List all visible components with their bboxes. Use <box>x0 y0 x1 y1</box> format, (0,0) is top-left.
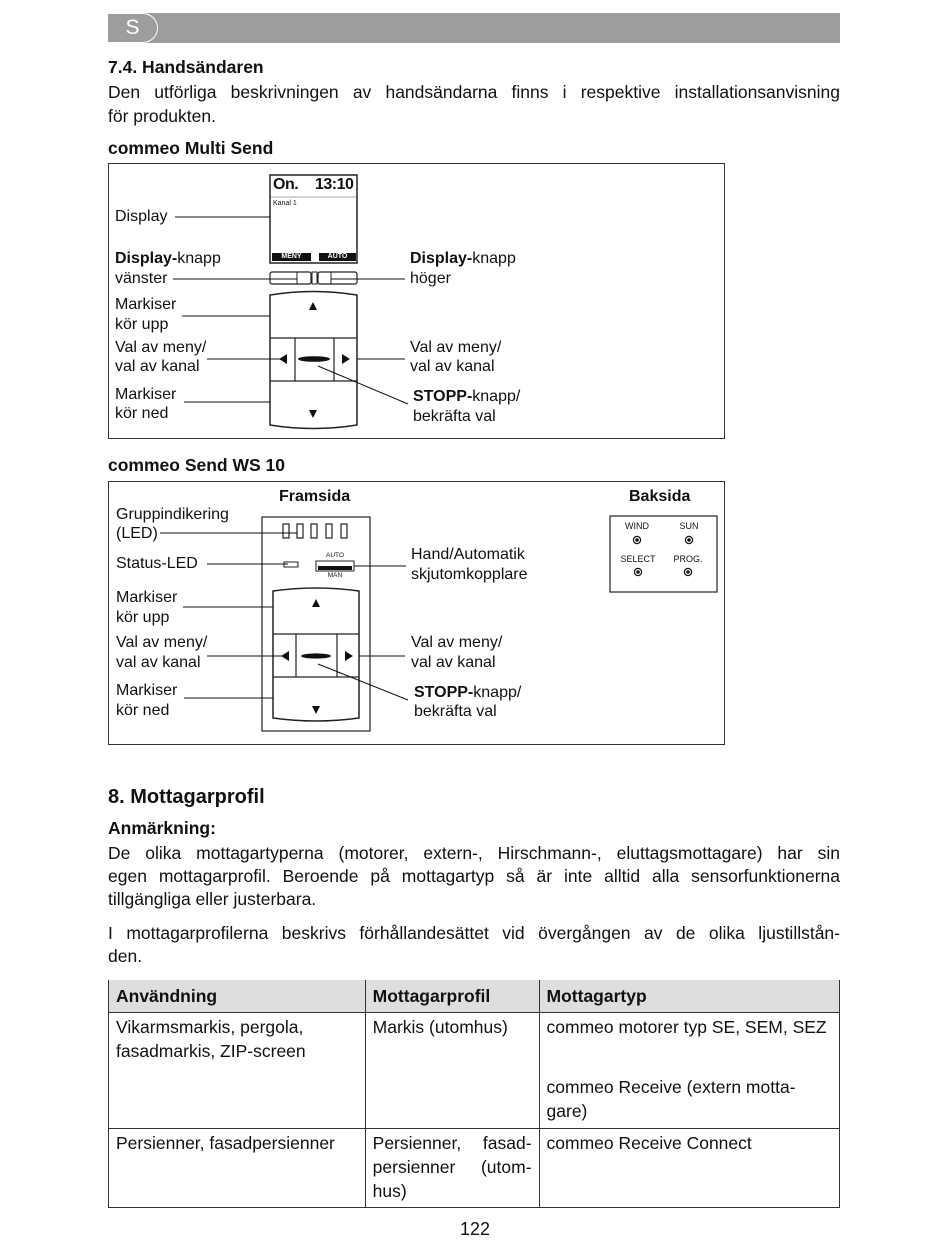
back-title: Baksida <box>629 488 691 505</box>
page-number: 122 <box>459 1219 491 1239</box>
softkey-left-label: MENY <box>281 253 302 260</box>
table-cell-type: commeo Receive (extern motta-gare) <box>539 1069 839 1129</box>
display-button-left <box>270 272 311 284</box>
note-line-2: egen mottagarprofil. Beroende på mottagartyp så är inte alltid alla sensorfunktionerna <box>108 866 840 886</box>
label-up-2: kör upp <box>115 316 169 333</box>
ws10-label-up-1: Markiser <box>116 589 178 606</box>
ws10-label-stop: STOPP-knapp/ <box>414 684 522 701</box>
stop-button-icon <box>298 356 330 362</box>
label-menu-left-1: Val av meny/ <box>115 339 207 356</box>
table-cell-profile: Persienner, fasad-persienner (utom-hus) <box>365 1129 539 1208</box>
back-wind-label: WIND <box>625 521 649 531</box>
back-sun-label: SUN <box>679 521 699 531</box>
label-stop-2: bekräfta val <box>413 408 496 425</box>
table-row <box>109 1013 840 1070</box>
label-down-1: Markiser <box>115 386 177 403</box>
softkey-right-label: AUTO <box>327 253 348 260</box>
label-down-2: kör ned <box>115 405 169 422</box>
ws10-label-stop-2: bekräfta val <box>414 703 497 720</box>
label-group-1: Gruppindikering <box>116 506 229 523</box>
note-heading: Anmärkning: <box>108 818 216 838</box>
front-title: Framsida <box>279 488 351 505</box>
label-menu-left-2: val av kanal <box>115 358 200 375</box>
table-cell-type: commeo motorer typ SE, SEM, SEZ <box>539 1013 839 1070</box>
back-select-label: SELECT <box>620 554 656 564</box>
para-line-1: I mottagarprofilerna beskrivs förhållandesättet vid övergången av de olika ljustillstån- <box>108 923 840 943</box>
label-display: Display <box>115 208 168 225</box>
table-row <box>109 1129 840 1208</box>
multisend-title: commeo Multi Send <box>108 138 274 158</box>
screen-channel: Kanal 1 <box>273 200 297 207</box>
label-stop: STOPP-knapp/ <box>413 388 521 405</box>
table-cell-use: Persienner, fasadpersienner <box>109 1129 366 1208</box>
ws10-label-menu-right-2: val av kanal <box>411 654 496 671</box>
table-header-cell: Mottagarprofil <box>365 980 539 1013</box>
switch-man-label: MAN <box>327 572 343 579</box>
switch-auto-label: AUTO <box>326 552 344 559</box>
table-header-row <box>109 980 840 1013</box>
section-heading-7-4: 7.4. Handsändaren <box>108 57 264 77</box>
ws10-label-menu-left-1: Val av meny/ <box>116 634 208 651</box>
table-header-cell: Användning <box>109 980 366 1013</box>
note-line-1: De olika mottagartyperna (motorer, extern-, Hirschmann-, eluttagsmottagare) har sin <box>108 843 840 863</box>
intro-line-1: Den utförliga beskrivningen av handsändarna finns i respektive installationsanvisning <box>108 82 840 102</box>
label-up-1: Markiser <box>115 296 177 313</box>
label-display-button-left: Display-knapp <box>115 250 221 267</box>
label-status-led: Status-LED <box>116 555 198 572</box>
display-button-middle <box>312 272 317 284</box>
label-hand-auto-2: skjutomkopplare <box>411 566 528 583</box>
label-display-button-right: Display-knapp <box>410 250 516 267</box>
language-tab: S <box>108 13 158 43</box>
section-heading-8: 8. Mottagarprofil <box>108 786 265 808</box>
table-header-cell: Mottagartyp <box>539 980 839 1013</box>
note-line-3: tillgängliga eller justerbara. <box>108 889 317 909</box>
back-prog-label: PROG. <box>673 554 703 564</box>
ws10-label-up-2: kör upp <box>116 609 170 626</box>
label-menu-right-2: val av kanal <box>410 358 495 375</box>
para-line-2: den. <box>108 946 143 966</box>
label-menu-right-1: Val av meny/ <box>410 339 502 356</box>
receiver-profile-table <box>108 980 840 1208</box>
ws10-title: commeo Send WS 10 <box>108 455 285 475</box>
ws10-label-down-1: Markiser <box>116 682 178 699</box>
table-cell-use: Vikarmsmarkis, pergola, fasadmarkis, ZIP-screen <box>109 1013 366 1129</box>
label-display-button-right-2: höger <box>410 270 451 287</box>
table-cell-profile: Markis (utomhus) <box>365 1013 539 1129</box>
ws10-label-down-2: kör ned <box>116 702 170 719</box>
label-hand-auto-1: Hand/Automatik <box>411 546 525 563</box>
screen-time: 13:10 <box>315 176 354 193</box>
intro-line-2: för produkten. <box>108 106 216 126</box>
ws10-label-menu-right-1: Val av meny/ <box>411 634 503 651</box>
ws10-label-menu-left-2: val av kanal <box>116 654 201 671</box>
label-group-2: (LED) <box>116 525 158 542</box>
label-display-button-left-2: vänster <box>115 270 168 287</box>
display-button-right <box>318 272 357 284</box>
screen-mode: On. <box>273 176 299 193</box>
table-cell-type: commeo Receive Connect <box>539 1129 839 1208</box>
